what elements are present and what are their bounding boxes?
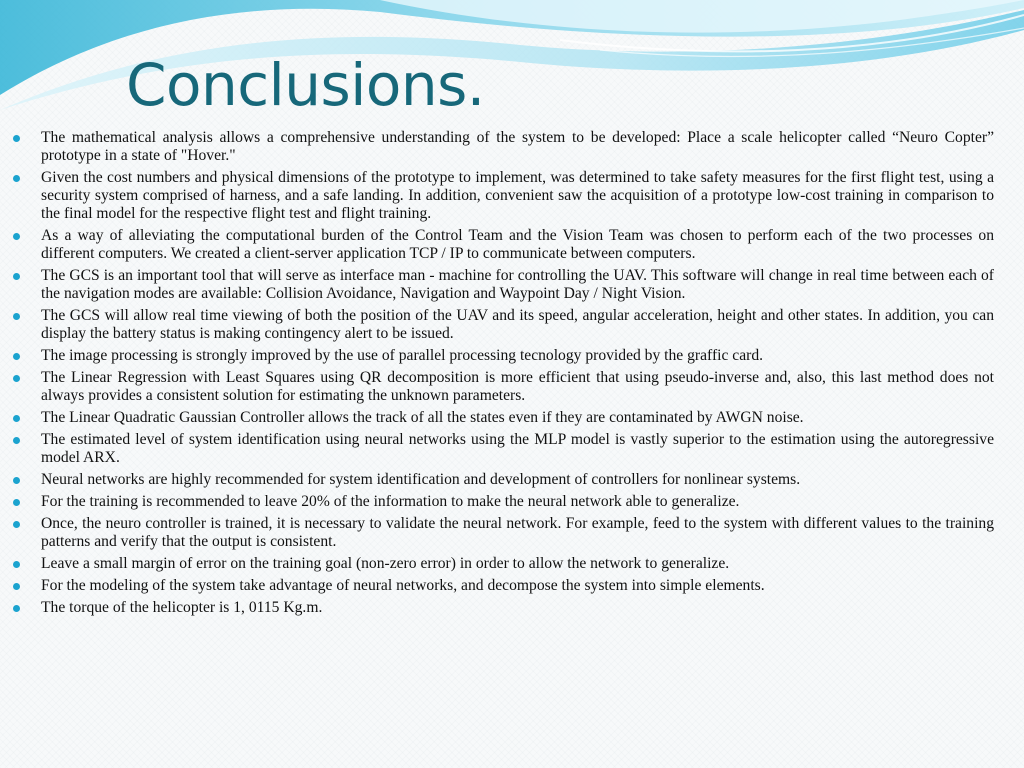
bullet-text: The image processing is strongly improved by the use of parallel processing tecnology provided by the graffic card.: [41, 347, 764, 364]
bullet-item: [10, 577, 994, 595]
bullet-item: [10, 515, 994, 551]
bullet-text: Once, the neuro controller is trained, it is necessary to validate the neural network. For example, feed to the system with different values to the training patterns and verify that the output is consistent.: [41, 515, 994, 550]
bullet-item: [10, 471, 994, 489]
bullet-text: The Linear Quadratic Gaussian Controller allows the track of all the states even if they are contaminated by AWGN noise.: [41, 409, 804, 426]
bullet-item: [10, 307, 994, 343]
bullet-text: Neural networks are highly recommended for system identification and development of controllers for nonlinear systems.: [41, 471, 801, 488]
bullet-dot-icon: [13, 175, 20, 182]
bullet-item: [10, 347, 994, 365]
bullet-dot-icon: [13, 135, 20, 142]
bullet-text: For the training is recommended to leave 20% of the information to make the neural network able to generalize.: [41, 493, 740, 510]
bullet-item: [10, 129, 994, 165]
bullet-item: [10, 555, 994, 573]
bullet-text: The estimated level of system identification using neural networks using the MLP model is vastly superior to the estimation using the autoregressive model ARX.: [41, 431, 994, 466]
bullet-text: The torque of the helicopter is 1, 0115 Kg.m.: [41, 599, 323, 616]
bullet-text: The Linear Regression with Least Squares using QR decomposition is more efficient that using pseudo-inverse and, also, this last method does not always provides a consistent solution for estimating the unknown parameters.: [41, 369, 994, 404]
slide-title: Conclusions.: [126, 51, 485, 119]
bullet-item: [10, 409, 994, 427]
bullet-text: For the modeling of the system take advantage of neural networks, and decompose the system into simple elements.: [41, 577, 765, 594]
bullet-dot-icon: [13, 561, 20, 568]
bullet-dot-icon: [13, 521, 20, 528]
bullet-dot-icon: [13, 375, 20, 382]
bullet-dot-icon: [13, 233, 20, 240]
bullet-dot-icon: [13, 437, 20, 444]
bullet-text: The GCS will allow real time viewing of both the position of the UAV and its speed, angular acceleration, height and other states. In addition, you can display the battery status is making contingency alert to be issued.: [41, 307, 994, 342]
bullet-text: The GCS is an important tool that will serve as interface man - machine for controlling the UAV. This software will change in real time between each of the navigation modes are available: Collision Avoidance, Navigation and Waypoint Day / Night Vision.: [41, 267, 994, 302]
bullet-item: [10, 227, 994, 263]
bullet-dot-icon: [13, 499, 20, 506]
bullet-dot-icon: [13, 583, 20, 590]
bullet-dot-icon: [13, 273, 20, 280]
bullet-dot-icon: [13, 415, 20, 422]
bullet-item: [10, 267, 994, 303]
bullet-item: [10, 599, 994, 617]
bullet-dot-icon: [13, 313, 20, 320]
bullet-dot-icon: [13, 477, 20, 484]
bullet-text: Given the cost numbers and physical dimensions of the prototype to implement, was determined to take safety measures for the first flight test, using a security system comprised of harness, and a safe landing. In addition, convenient saw the acquisition of a prototype low-cost training in comparison to the final model for the respective flight test and flight training.: [41, 169, 994, 222]
bullet-item: [10, 169, 994, 223]
bullet-dot-icon: [13, 353, 20, 360]
bullet-text: The mathematical analysis allows a comprehensive understanding of the system to be developed: Place a scale helicopter called “Neuro Copter” prototype in a state of "Hover.": [41, 129, 994, 164]
bullet-text: As a way of alleviating the computational burden of the Control Team and the Vision Team was chosen to perform each of the two processes on different computers. We created a client-server application TCP / IP to communicate between computers.: [41, 227, 994, 262]
bullet-item: [10, 369, 994, 405]
bullet-list: [10, 129, 994, 621]
bullet-dot-icon: [13, 605, 20, 612]
bullet-text: Leave a small margin of error on the training goal (non-zero error) in order to allow the network to generalize.: [41, 555, 730, 572]
bullet-item: [10, 431, 994, 467]
bullet-item: [10, 493, 994, 511]
